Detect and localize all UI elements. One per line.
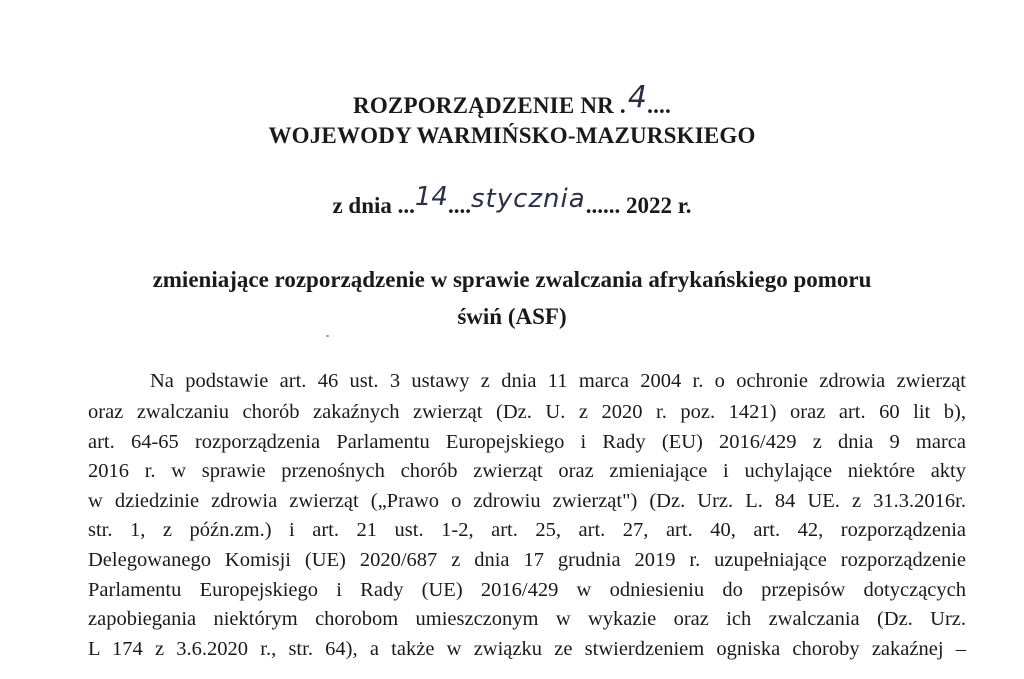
title-line-2: WOJEWODY WARMIŃSKO-MAZURSKIEGO	[268, 123, 756, 148]
subtitle-line-1: zmieniające rozporządzenie w sprawie zwalczania afrykańskiego pomoru	[152, 267, 872, 292]
date-year: 2022 r.	[620, 193, 692, 218]
body-line: zapobiegania niektórym chorobom umieszczonym w wykazie oraz ich zwalczania (Dz. Urz.	[88, 608, 966, 630]
title-number-handwritten: 4	[627, 80, 648, 115]
date-dots-2: ....	[447, 193, 471, 218]
title-prefix: ROZPORZĄDZENIE NR	[353, 93, 620, 118]
body-line: 2016 r. w sprawie przenośnych chorób zwierząt oraz zmieniające i uchylające niektóre akty	[88, 460, 966, 482]
body-line: Delegowanego Komisji (UE) 2020/687 z dnia 17 grudnia 2019 r. uzupełniające rozporządzenie	[88, 549, 966, 571]
date-month-handwritten: stycznia	[470, 184, 586, 214]
title-dots-after: ....	[647, 93, 671, 118]
scan-speck	[326, 335, 329, 337]
date-line	[0, 182, 1024, 220]
date-dots-3: ......	[585, 193, 621, 218]
body-line: Na podstawie art. 46 ust. 3 ustawy z dnia 11 marca 2004 r. o ochronie zdrowia zwierząt	[150, 370, 966, 392]
subtitle-line-2: świń (ASF)	[457, 304, 567, 329]
body-line: Parlamentu Europejskiego i Rady (UE) 2016/429 w odniesieniu do przepisów dotyczących	[88, 579, 966, 601]
date-day-handwritten: 14	[414, 182, 448, 212]
title-line-1	[0, 80, 1024, 121]
date-prefix: z dnia	[332, 193, 398, 218]
body-line: art. 64-65 rozporządzenia Parlamentu Europejskiego i Rady (EU) 2016/429 z dnia 9 marca	[88, 431, 966, 453]
title-dots-before: .	[619, 93, 626, 118]
body-line: L 174 z 3.6.2020 r., str. 64), a także w związku ze stwierdzeniem ogniska choroby zakaźnej –	[88, 638, 966, 660]
body-line: str. 1, z późn.zm.) i art. 21 ust. 1-2, art. 25, art. 27, art. 40, art. 42, rozporządzenia	[88, 519, 966, 541]
body-line: oraz zwalczaniu chorób zakaźnych zwierząt (Dz. U. z 2020 r. poz. 1421) oraz art. 60 lit b),	[88, 401, 966, 423]
body-line: w dziedzinie zdrowia zwierząt („Prawo o zdrowiu zwierząt") (Dz. Urz. L. 84 UE. z 31.3.2016r.	[88, 490, 966, 512]
date-dots-1: ...	[397, 193, 415, 218]
